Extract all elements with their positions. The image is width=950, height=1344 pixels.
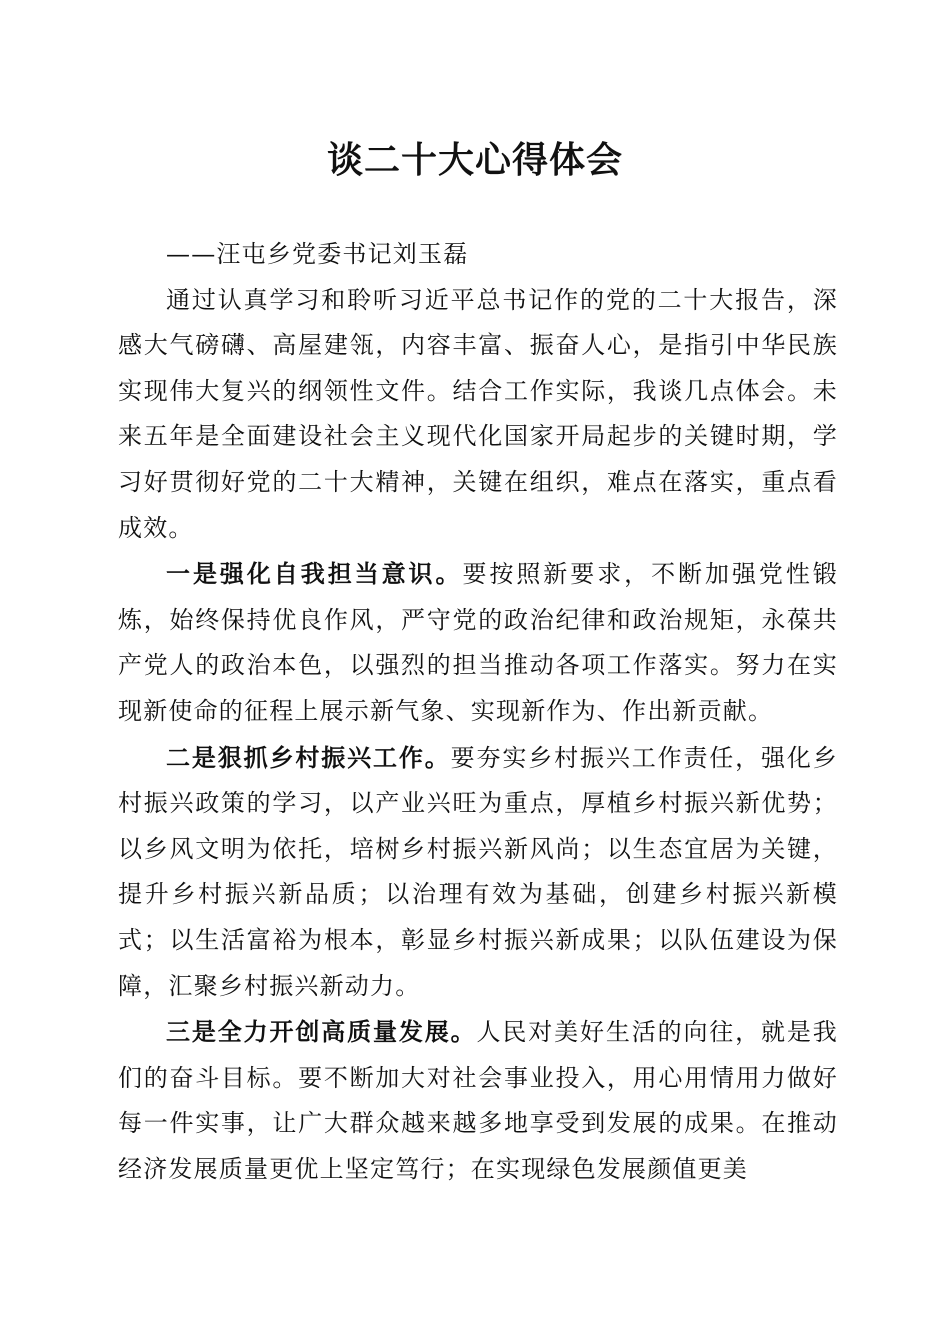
paragraph-lead: 二是狠抓乡村振兴工作。 <box>166 742 451 772</box>
paragraph-text: 人民对美好生活的向往，就是我们的奋斗目标。要不断加大对社会事业投入，用心用情用力做好每一件实事，让广大群众越来越多地享受到发展的成果。在推动经济发展质量更优上坚定笃行；在实现绿色发展颜值更美 <box>118 1018 838 1183</box>
paragraph-text: 要按照新要求，不断加强党性锻炼，始终保持优良作风，严守党的政治纪律和政治规矩，永葆共产党人的政治本色，以强烈的担当推动各项工作落实。努力在实现新使命的征程上展示新气象、实现新作为、作出新贡献。 <box>118 560 838 725</box>
document-body <box>118 232 838 1192</box>
paragraph-point-3 <box>118 1009 838 1192</box>
paragraph-text: 要夯实乡村振兴工作责任，强化乡村振兴政策的学习，以产业兴旺为重点，厚植乡村振兴新优势；以乡风文明为依托，培树乡村振兴新风尚；以生态宜居为关键，提升乡村振兴新品质；以治理有效为基础，创建乡村振兴新模式；以生活富裕为根本，彰显乡村振兴新成果；以队伍建设为保障，汇聚乡村振兴新动力。 <box>118 743 838 1000</box>
document-title: 谈二十大心得体会 <box>326 139 623 181</box>
paragraph-lead: 三是全力开创高质量发展。 <box>166 1017 477 1047</box>
paragraph-point-1 <box>118 551 838 734</box>
paragraph-intro <box>118 278 838 552</box>
paragraph-text: 通过认真学习和聆听习近平总书记作的党的二十大报告，深感大气磅礴、高屋建瓴，内容丰富、振奋人心，是指引中华民族实现伟大复兴的纲领性文件。结合工作实际，我谈几点体会。未来五年是全面建设社会主义现代化国家开局起步的关键时期，学习好贯彻好党的二十大精神，关键在组织，难点在落实，重点看成效。 <box>118 285 838 542</box>
paragraph-point-2 <box>118 735 838 1010</box>
author-byline: ——汪屯乡党委书记刘玉磊 <box>166 240 469 268</box>
paragraph-lead: 一是强化自我担当意识。 <box>166 559 463 589</box>
